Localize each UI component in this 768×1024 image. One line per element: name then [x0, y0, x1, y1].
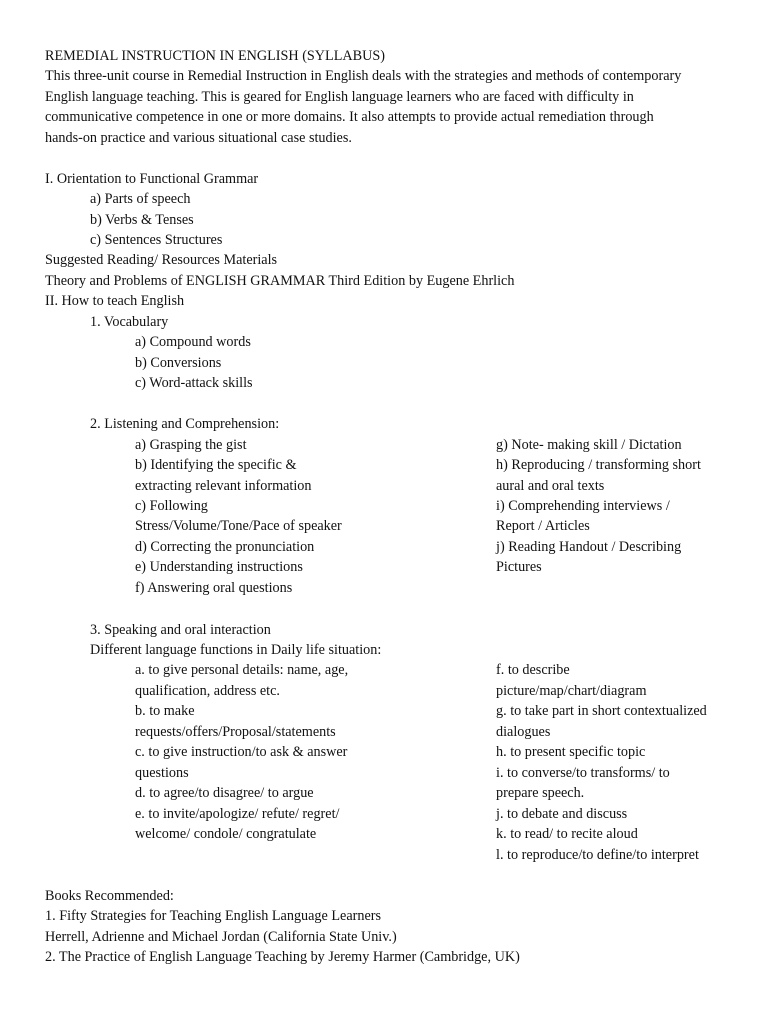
list-item: d) Correcting the pronunciation — [135, 539, 315, 555]
list-item: prepare speech. — [496, 785, 585, 801]
vocabulary-heading: 1. Vocabulary — [90, 314, 169, 330]
list-item: g) Note- making skill / Dictation — [496, 437, 682, 453]
list-item: j) Reading Handout / Describing — [496, 539, 682, 555]
list-item: k. to read/ to recite aloud — [496, 826, 638, 842]
books-heading: Books Recommended: — [45, 888, 174, 904]
list-item: requests/offers/Proposal/statements — [135, 724, 336, 740]
list-item: c) Following — [135, 498, 208, 514]
list-item: j. to debate and discuss — [496, 806, 628, 822]
listening-heading: 2. Listening and Comprehension: — [90, 416, 280, 432]
intro-line: hands-on practice and various situational case studies. — [45, 130, 352, 146]
list-item: b. to make — [135, 703, 195, 719]
list-item: d. to agree/to disagree/ to argue — [135, 785, 314, 801]
list-item: h) Reproducing / transforming short — [496, 457, 701, 473]
list-item: f. to describe — [496, 662, 570, 678]
intro-line: communicative competence in one or more domains. It also attempts to provide actual remediation through — [45, 109, 654, 125]
list-item: e. to invite/apologize/ refute/ regret/ — [135, 806, 340, 822]
book-line: Herrell, Adrienne and Michael Jordan (California State Univ.) — [45, 929, 397, 945]
list-item: aural and oral texts — [496, 478, 605, 494]
list-item: extracting relevant information — [135, 478, 312, 494]
list-item: Report / Articles — [496, 518, 590, 534]
list-item: picture/map/chart/diagram — [496, 683, 647, 699]
list-item: dialogues — [496, 724, 551, 740]
intro-line: English language teaching. This is geared for English language learners who are faced with difficulty in — [45, 89, 634, 105]
list-item: b) Identifying the specific & — [135, 457, 297, 473]
list-item: i. to converse/to transforms/ to — [496, 765, 670, 781]
resource-line: Theory and Problems of ENGLISH GRAMMAR Third Edition by Eugene Ehrlich — [45, 273, 515, 289]
list-item: b) Conversions — [135, 355, 222, 371]
list-item: welcome/ condole/ congratulate — [135, 826, 317, 842]
speaking-subheading: Different language functions in Daily life situation: — [90, 642, 382, 658]
list-item: Pictures — [496, 559, 542, 575]
list-item: g. to take part in short contextualized — [496, 703, 707, 719]
list-item: e) Understanding instructions — [135, 559, 303, 575]
list-item: qualification, address etc. — [135, 683, 280, 699]
speaking-heading: 3. Speaking and oral interaction — [90, 622, 271, 638]
book-line: 2. The Practice of English Language Teaching by Jeremy Harmer (Cambridge, UK) — [45, 949, 520, 965]
intro-line: This three-unit course in Remedial Instruction in English deals with the strategies and methods of contemporary — [45, 68, 682, 84]
list-item: a) Parts of speech — [90, 191, 191, 207]
list-item: i) Comprehending interviews / — [496, 498, 670, 514]
list-item: a) Grasping the gist — [135, 437, 247, 453]
page-title: REMEDIAL INSTRUCTION IN ENGLISH (SYLLABUS) — [45, 48, 385, 64]
list-item: a) Compound words — [135, 334, 251, 350]
list-item: b) Verbs & Tenses — [90, 212, 194, 228]
list-item: Stress/Volume/Tone/Pace of speaker — [135, 518, 342, 534]
list-item: f) Answering oral questions — [135, 580, 293, 596]
list-item: l. to reproduce/to define/to interpret — [496, 847, 699, 863]
list-item: c) Sentences Structures — [90, 232, 223, 248]
list-item: questions — [135, 765, 189, 781]
resources-heading: Suggested Reading/ Resources Materials — [45, 252, 278, 268]
list-item: a. to give personal details: name, age, — [135, 662, 349, 678]
list-item: c) Word-attack skills — [135, 375, 253, 391]
section2-heading: II. How to teach English — [45, 293, 185, 309]
list-item: c. to give instruction/to ask & answer — [135, 744, 348, 760]
list-item: h. to present specific topic — [496, 744, 646, 760]
section1-heading: I. Orientation to Functional Grammar — [45, 171, 259, 187]
book-line: 1. Fifty Strategies for Teaching English Language Learners — [45, 908, 381, 924]
